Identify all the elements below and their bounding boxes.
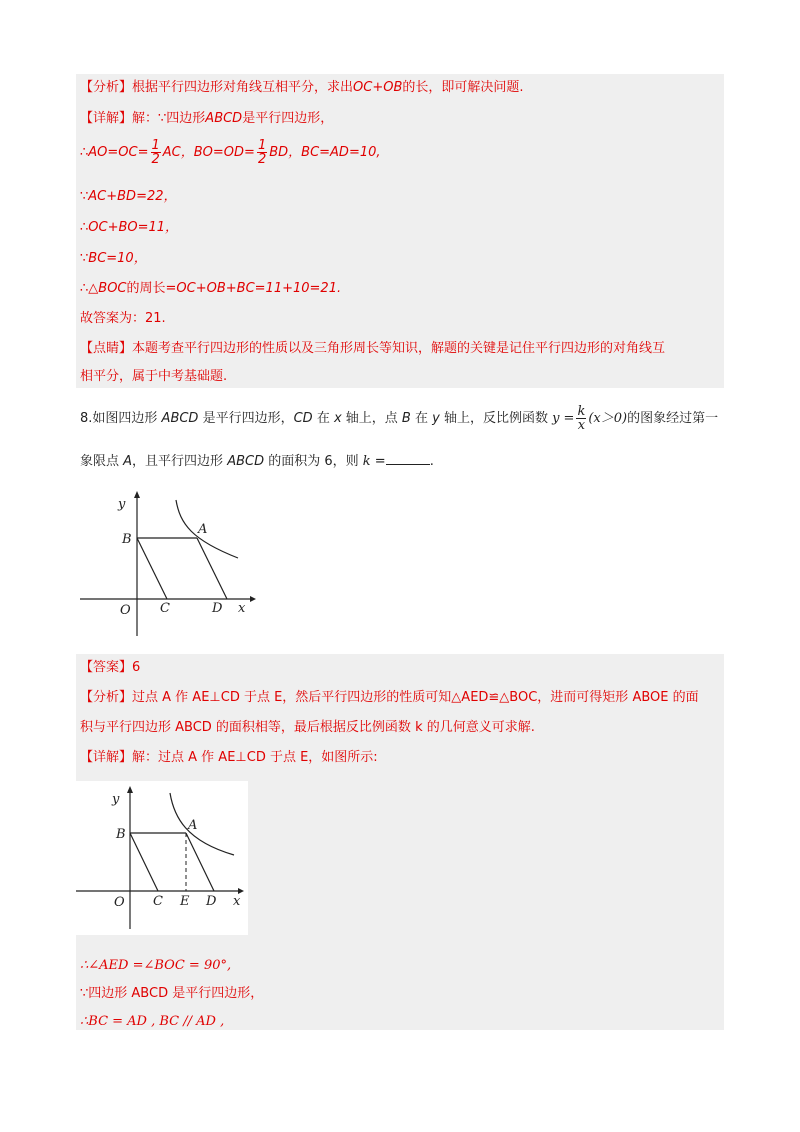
segment-BC [137, 538, 167, 599]
label-B: B [116, 827, 126, 842]
label-A: A [198, 522, 208, 537]
segment-AD [186, 833, 214, 891]
label-E: E [180, 894, 190, 909]
label-D: D [212, 601, 223, 616]
q7-step2: ∵AC+BD=22， [80, 189, 177, 204]
segment-AD [197, 538, 227, 599]
label-C: C [160, 601, 170, 616]
figure-parallelogram-2 [76, 781, 248, 935]
label-y: y [118, 497, 126, 512]
q7-detail: 【详解】解：∵四边形ABCD是平行四边形， [80, 111, 334, 126]
figure-parallelogram-1 [80, 488, 260, 640]
label-A: A [188, 818, 198, 833]
q8-answer: 【答案】6 [80, 660, 141, 675]
q8-detail: 【详解】解：过点 A 作 AE⊥CD 于点 E，如图所示: [80, 750, 378, 765]
q7-step5: ∴△BOC的周长=OC+OB+BC=11+10=21. [80, 281, 342, 296]
label-D: D [206, 894, 217, 909]
q7-analysis: 【分析】根据平行四边形对角线互相平分，求出OC+OB的长，即可解决问题. [80, 80, 524, 95]
label-O: O [114, 895, 125, 910]
q7-comment-line2: 相平分，属于中考基础题. [80, 369, 228, 384]
label-B: B [122, 532, 132, 547]
label-x: x [238, 601, 246, 616]
q7-step4: ∵BC=10， [80, 251, 147, 266]
label-y: y [112, 792, 120, 807]
q8-stem-line2: 象限点 A，且平行四边形 ABCD 的面积为 6，则 k = . [80, 454, 434, 469]
segment-BC [130, 833, 158, 891]
q7-step3: ∴OC+BO=11， [80, 220, 179, 235]
q8-analysis-line2: 积与平行四边形 ABCD 的面积相等，最后根据反比例函数 k 的几何意义可求解. [80, 720, 535, 735]
y-axis-arrow [134, 491, 140, 498]
q7-step1: ∴AO=OC= $\frac{1}{2}$ AC，BO=OD= $\frac{1}{2}$ BD，BC=AD=10, [80, 138, 381, 167]
label-x: x [233, 894, 241, 909]
q8-step3: ∴BC = AD , BC // AD , [80, 1014, 225, 1029]
label-C: C [153, 894, 163, 909]
x-axis-arrow [250, 596, 256, 602]
answer-blank [386, 452, 430, 465]
y-axis-arrow [127, 786, 133, 793]
q7-answer: 故答案为：21. [80, 311, 166, 326]
q7-comment-line1: 【点睛】本题考查平行四边形的性质以及三角形周长等知识，解题的关键是记住平行四边形的对角线互 [80, 341, 666, 356]
hyperbola-curve [170, 793, 234, 855]
q8-step1: ∴∠AED =∠BOC = 90°, [80, 958, 232, 973]
q8-analysis-line1: 【分析】过点 A 作 AE⊥CD 于点 E，然后平行四边形的性质可知△AED≌△BOC，进而可得矩形 ABOE 的面 [80, 690, 699, 705]
q8-step2: ∵四边形 ABCD 是平行四边形， [80, 986, 264, 1001]
q8-stem-line1: 8.如图四边形 ABCD 是平行四边形，CD 在 x 轴上，点 B 在 y 轴上，反比例函数 y = $\frac{k}{x}$ (x＞0)的图象经过第一 [80, 404, 719, 433]
label-O: O [120, 603, 131, 618]
